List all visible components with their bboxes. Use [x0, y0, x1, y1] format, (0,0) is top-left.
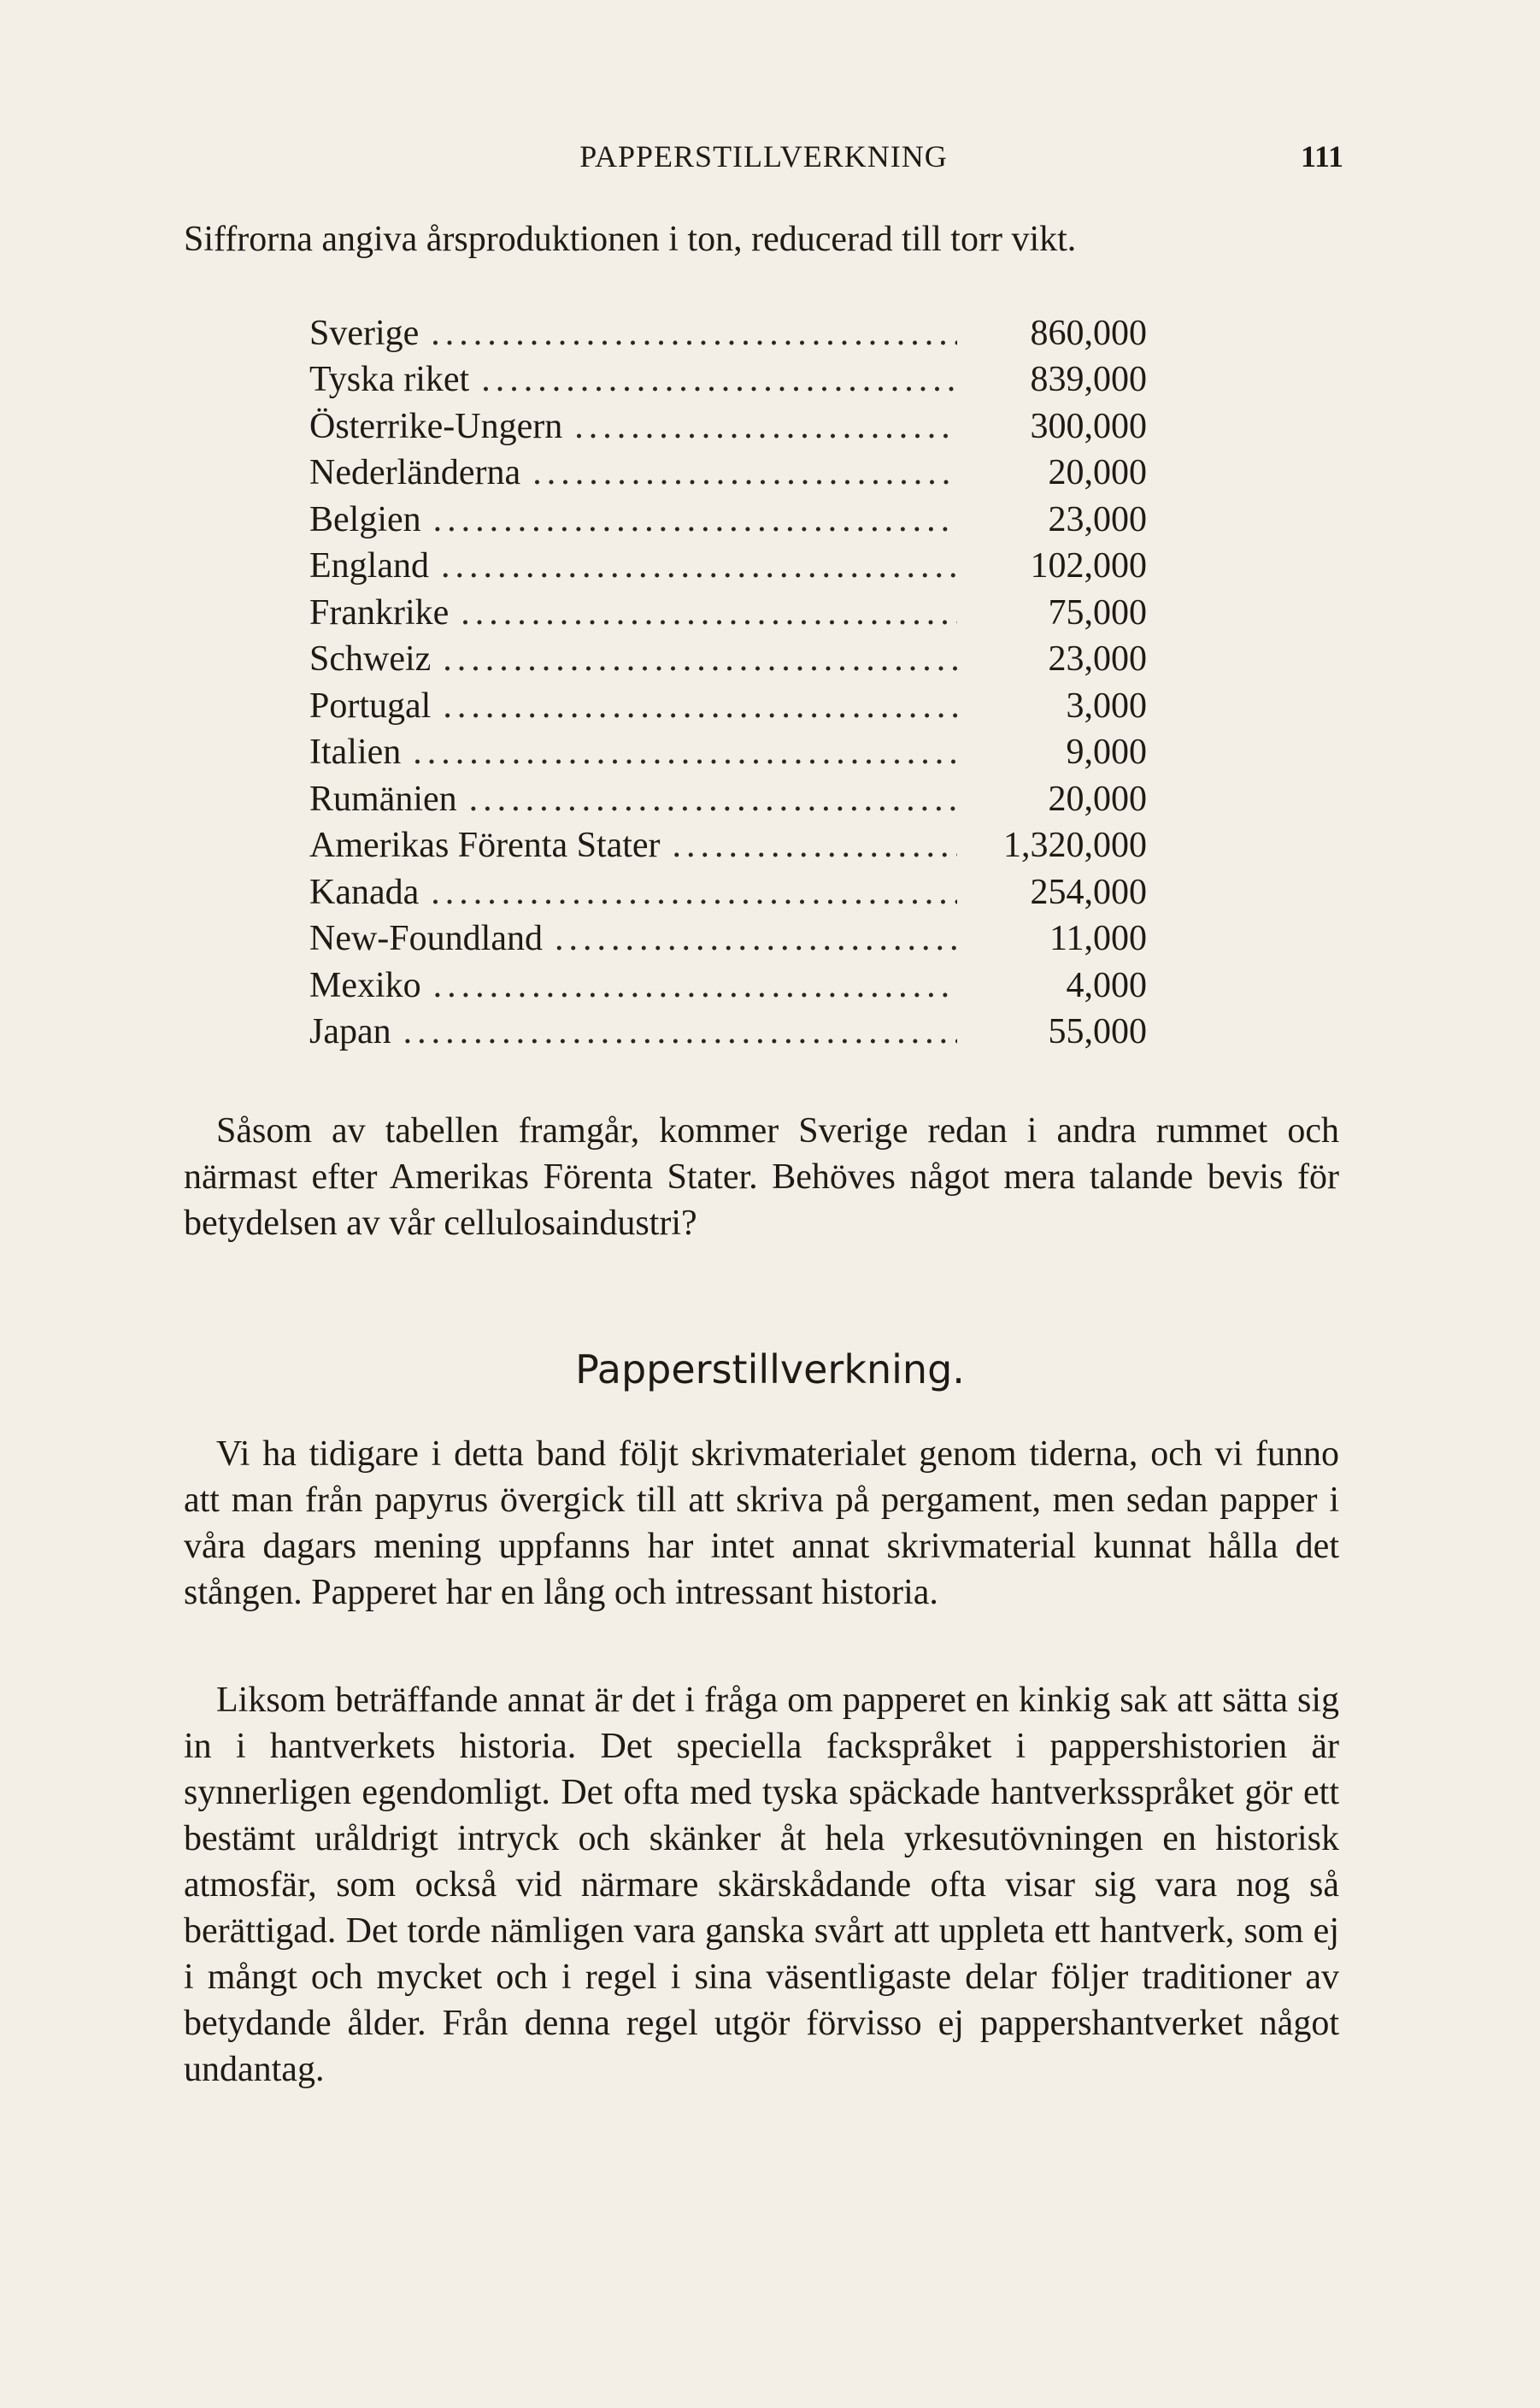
dot-leader [469, 776, 957, 822]
production-table [309, 309, 1147, 1055]
section-paragraph-2 [184, 1677, 1339, 2093]
production-amount: 3,000 [1066, 686, 1147, 726]
country-name: Portugal [309, 686, 432, 726]
production-amount: 75,000 [1048, 592, 1147, 633]
production-amount: 23,000 [1048, 639, 1147, 679]
production-amount: 23,000 [1048, 499, 1147, 539]
dot-leader [461, 590, 957, 636]
country-name: Tyska riket [309, 360, 470, 399]
dot-leader [443, 636, 957, 682]
dot-leader [441, 543, 957, 589]
dot-leader [673, 822, 957, 868]
table-row [309, 403, 1147, 450]
table-row [309, 1009, 1147, 1056]
running-head [184, 138, 1343, 181]
dot-leader [574, 403, 957, 450]
dot-leader [431, 310, 957, 356]
country-name: Nederländerna [309, 453, 521, 492]
table-row [309, 309, 1147, 356]
production-amount: 1,320,000 [1003, 826, 1147, 865]
table-intro: Siffrorna angiva årsproduktionen i ton, reducerad till torr vikt. [184, 220, 1077, 259]
country-name: Amerikas Förenta Stater [309, 826, 661, 865]
summary-text: Såsom av tabellen framgår, kommer Sverige redan i andra rummet och närmast efter Amerikas Förenta Stater. Behöves något mera talande bevis för betydelsen av vår cellulosaindustri? [184, 1111, 1339, 1243]
production-amount: 300,000 [1030, 406, 1147, 446]
production-amount: 20,000 [1048, 779, 1147, 819]
table-row [309, 496, 1147, 543]
table-row [309, 962, 1147, 1009]
production-amount: 4,000 [1066, 965, 1147, 1005]
country-name: Frankrike [309, 592, 450, 633]
table-row [309, 916, 1147, 963]
production-amount: 254,000 [1030, 872, 1147, 912]
running-title: PAPPERSTILLVERKNING [579, 139, 948, 174]
dot-leader [481, 356, 957, 403]
dot-leader [433, 497, 957, 543]
country-name: Mexiko [309, 965, 421, 1005]
country-name: Kanada [309, 872, 420, 912]
table-row [309, 775, 1147, 822]
paragraph-text: Vi ha tidigare i detta band följt skrivmaterialet genom tiderna, och vi funno att man från papyrus övergick till att skriva på pergament, men sedan papper i våra dagars mening uppfanns har intet annat skrivmaterial kunnat hålla det stången. Papperet har en lång och intressant historia. [184, 1434, 1339, 1612]
table-row [309, 636, 1147, 683]
country-name: Schweiz [309, 639, 432, 679]
country-name: England [309, 546, 429, 586]
country-name: Japan [309, 1012, 391, 1051]
table-row [309, 868, 1147, 916]
dot-leader [431, 869, 957, 916]
table-row [309, 822, 1147, 869]
dot-leader [555, 916, 957, 962]
dot-leader [443, 683, 957, 729]
table-row [309, 589, 1147, 636]
production-amount: 20,000 [1048, 453, 1147, 492]
dot-leader [532, 450, 957, 496]
table-row [309, 356, 1147, 403]
country-name: Österrike-Ungern [309, 406, 563, 446]
country-name: Sverige [309, 313, 420, 353]
production-amount: 55,000 [1048, 1012, 1147, 1051]
country-name: Rumänien [309, 779, 457, 819]
table-row [309, 543, 1147, 590]
country-name: Belgien [309, 499, 421, 539]
page-number: 111 [1300, 139, 1343, 174]
production-amount: 11,000 [1049, 919, 1147, 958]
paragraph-text: Liksom beträffande annat är det i fråga om papperet en kinkig sak att sätta sig in i hantverkets historia. Det speciella fackspråket i pappershistorien är synnerligen egendomligt. Det ofta med tyska späckade hantverksspråket gör ett bestämt uråldrigt intryck och skänker åt hela yrkesutövningen en historisk atmosfär, som också vid närmare skärskådande ofta visar sig vara nog så berättigad. Det torde nämligen vara ganska svårt att uppleta ett hantverk, som ej i mångt och mycket och i regel i sina väsentligaste delar följer traditioner av betydande ålder. Från denna regel utgör förvisso ej pappershantverket något undantag. [184, 1681, 1339, 2089]
production-amount: 102,000 [1030, 546, 1147, 586]
section-heading: Papperstillverkning. [575, 1346, 965, 1392]
dot-leader [403, 1009, 957, 1055]
production-amount: 9,000 [1066, 733, 1147, 772]
dot-leader [433, 963, 957, 1009]
table-row [309, 729, 1147, 776]
country-name: Italien [309, 733, 402, 772]
summary-paragraph [184, 1108, 1339, 1246]
production-amount: 839,000 [1030, 360, 1147, 399]
dot-leader [413, 729, 957, 775]
table-row [309, 450, 1147, 497]
production-amount: 860,000 [1030, 313, 1147, 353]
country-name: New-Foundland [309, 919, 543, 958]
table-row [309, 682, 1147, 729]
section-paragraph-1 [184, 1431, 1339, 1616]
